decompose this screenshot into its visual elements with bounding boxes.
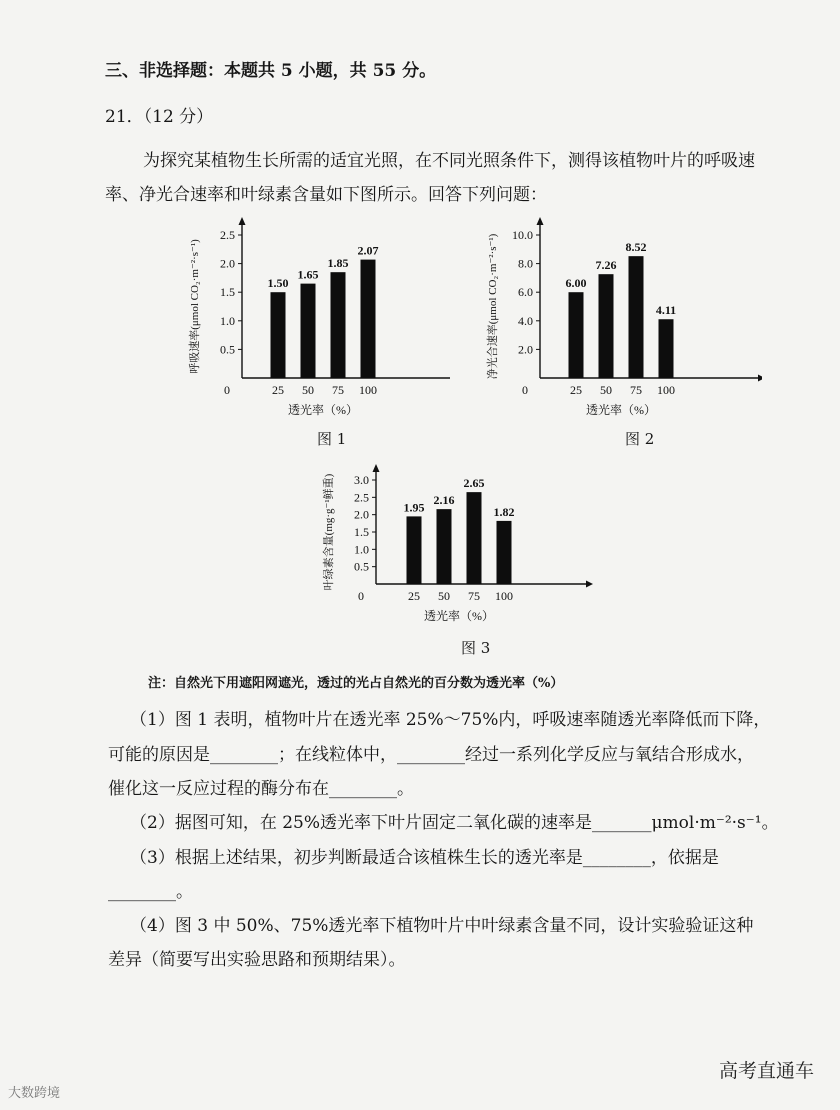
origin-label: 0 [522, 383, 528, 397]
x-tick-label: 25 [272, 383, 284, 397]
question-1-line-1: （1）图 1 表明，植物叶片在透光率 25%～75%内，呼吸速率随透光率降低而下降， [130, 710, 771, 730]
bar-value-label: 2.16 [433, 493, 455, 508]
intro-line-2: 率、净光合速率和叶绿素含量如下图所示。回答下列问题： [105, 185, 547, 205]
bar-value-label: 6.00 [565, 276, 587, 291]
x-tick-label: 25 [408, 589, 420, 603]
x-tick-label: 75 [468, 589, 480, 603]
question-3-line-2: ________。 [108, 882, 193, 902]
y-axis-label: 叶绿素含量(mg·g⁻¹鲜重) [323, 473, 335, 591]
x-tick-label: 100 [359, 383, 377, 397]
y-tick-label: 1.5 [354, 525, 369, 539]
figure-2-caption: 图 2 [625, 430, 655, 448]
y-axis-label: 呼吸速率(μmol CO₂·m⁻²·s⁻¹) [189, 239, 201, 374]
y-tick-label: 2.0 [518, 342, 533, 357]
y-tick-label: 1.0 [220, 313, 235, 328]
figure-note: 注：自然光下用遮阳网遮光，透过的光占自然光的百分数为透光率（%） [148, 676, 564, 691]
bar [407, 516, 422, 584]
x-tick-label: 50 [600, 383, 612, 397]
bar-value-label: 1.50 [267, 276, 289, 291]
bar-value-label: 4.11 [655, 303, 677, 318]
bar [569, 292, 584, 378]
y-tick-label: 1.5 [220, 285, 235, 300]
figure-3-chlorophyll-chart [302, 462, 602, 632]
y-tick-label: 4.0 [518, 313, 533, 328]
question-1-line-2: 可能的原因是________；在线粒体中，________经过一系列化学反应与氧结合形成水， [108, 745, 754, 765]
footer-watermark: 大数跨境 [8, 1086, 61, 1101]
bar [361, 260, 376, 378]
bar [599, 274, 614, 378]
x-tick-label: 100 [657, 383, 675, 397]
bar [629, 256, 644, 378]
y-tick-label: 10.0 [512, 228, 533, 242]
x-tick-label: 75 [332, 383, 344, 397]
bar [659, 319, 674, 378]
question-4-line-1: （4）图 3 中 50%、75%透光率下植物叶片中叶绿素含量不同，设计实验验证这种 [130, 916, 754, 936]
bar-value-label: 2.65 [463, 476, 485, 491]
bar [271, 292, 286, 378]
y-tick-label: 0.5 [220, 342, 235, 357]
x-tick-label: 100 [495, 589, 513, 603]
y-tick-label: 2.0 [220, 256, 235, 271]
x-tick-label: 75 [630, 383, 642, 397]
y-tick-label: 3.0 [354, 473, 369, 487]
question-number: 21．（12 分） [105, 107, 214, 127]
x-tick-label: 25 [570, 383, 582, 397]
y-tick-label: 1.0 [354, 542, 369, 557]
bar-value-label: 7.26 [595, 258, 617, 273]
y-tick-label: 2.0 [354, 507, 369, 522]
x-axis-label: 透光率（%） [586, 403, 656, 417]
figure-1-caption: 图 1 [317, 430, 347, 448]
footer-brand: 高考直通车 [718, 1060, 814, 1082]
y-tick-label: 6.0 [518, 285, 533, 300]
question-4-line-2: 差异（简要写出实验思路和预期结果）。 [108, 950, 406, 970]
bar-value-label: 1.65 [297, 267, 319, 282]
bar-value-label: 8.52 [625, 240, 647, 255]
x-tick-label: 50 [438, 589, 450, 603]
bar-value-label: 1.85 [327, 256, 349, 271]
x-axis-label: 透光率（%） [424, 609, 494, 623]
question-1-line-3: 催化这一反应过程的酶分布在________。 [108, 779, 414, 799]
y-tick-label: 2.5 [220, 228, 235, 242]
figure-1-respiration-rate-chart [150, 215, 450, 420]
y-tick-label: 8.0 [518, 256, 533, 271]
figure-3-caption: 图 3 [461, 639, 491, 657]
question-2-line-1: （2）据图可知，在 25%透光率下叶片固定二氧化碳的速率是_______μmol·m⁻²·s⁻¹。 [130, 813, 779, 833]
bar-value-label: 1.95 [403, 500, 425, 515]
y-axis-label: 净光合速率(μmol CO₂·m⁻²·s⁻¹) [487, 233, 499, 380]
bar-value-label: 1.82 [493, 504, 515, 519]
y-axis-arrow [373, 464, 380, 472]
y-tick-label: 2.5 [354, 490, 369, 505]
bar [301, 284, 316, 378]
bar [331, 272, 346, 378]
x-axis-arrow [586, 581, 593, 588]
section-title: 三、非选择题：本题共 5 小题，共 55 分。 [105, 61, 437, 81]
y-axis-arrow [239, 217, 246, 225]
x-tick-label: 50 [302, 383, 314, 397]
x-axis-arrow [758, 375, 762, 382]
origin-label: 0 [358, 589, 364, 603]
figure-2-net-photosynthesis-chart [462, 215, 762, 420]
bar [497, 521, 512, 584]
x-axis-label: 透光率（%） [288, 403, 358, 417]
question-3-line-1: （3）根据上述结果，初步判断最适合该植株生长的透光率是________，依据是 [130, 848, 719, 868]
bar-value-label: 2.07 [357, 243, 379, 258]
intro-line-1: 为探究某植物生长所需的适宜光照，在不同光照条件下，测得该植物叶片的呼吸速 [143, 151, 755, 171]
y-tick-label: 0.5 [354, 559, 369, 574]
y-axis-arrow [537, 217, 544, 225]
bar [467, 492, 482, 584]
origin-label: 0 [224, 383, 230, 397]
bar [437, 509, 452, 584]
